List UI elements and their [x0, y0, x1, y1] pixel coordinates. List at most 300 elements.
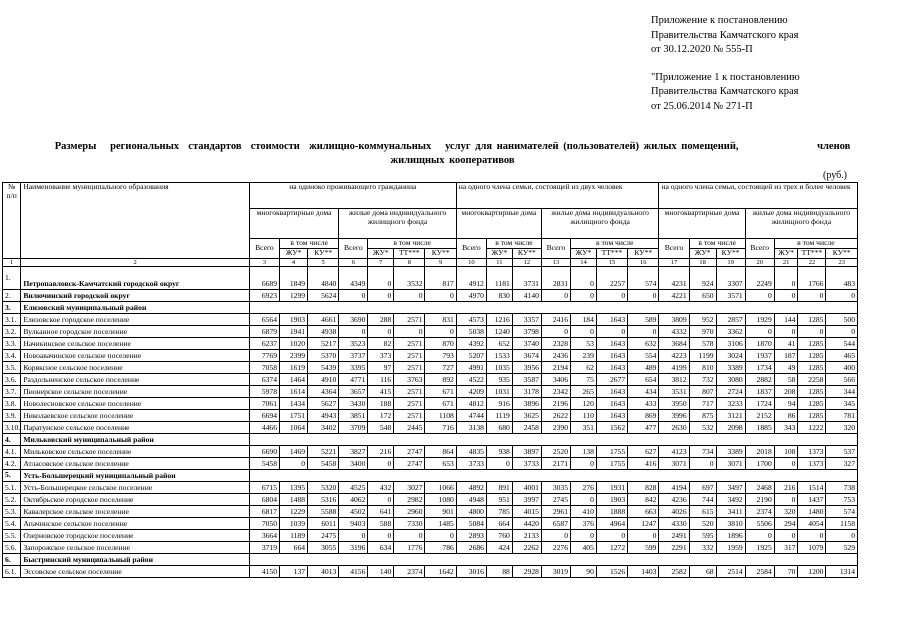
column-number: 13 [541, 259, 570, 267]
municipality-name: Вилючинский городской округ [21, 290, 250, 302]
value-cell: 2374 [394, 566, 425, 578]
value-cell: 1643 [596, 350, 627, 362]
value-cell: 0 [486, 458, 512, 470]
value-cell: 2582 [659, 566, 689, 578]
value-cell: 0 [368, 267, 394, 290]
column-number: 3 [249, 259, 279, 267]
value-cell: 2257 [596, 267, 627, 290]
value-cell: 1285 [798, 386, 826, 398]
value-cell: 3071 [716, 458, 745, 470]
value-cell: 2436 [541, 350, 570, 362]
value-cell: 2468 [745, 482, 774, 494]
municipality-name: Новолесновское сельское поселение [21, 398, 250, 410]
value-cell: 86 [774, 410, 798, 422]
value-cell: 1108 [425, 410, 456, 422]
value-cell: 663 [628, 506, 659, 518]
municipality-name: Усть-Большерецкое сельское поселение [21, 482, 250, 494]
value-cell: 3950 [659, 398, 689, 410]
header-izhs: жилые дома индивидуального жилищного фонда [745, 209, 857, 239]
value-cell: 0 [368, 326, 394, 338]
value-cell: 1080 [425, 494, 456, 506]
empty-cells [249, 554, 857, 566]
value-cell: 4840 [308, 267, 339, 290]
value-cell: 1619 [280, 362, 308, 374]
value-cell: 70 [774, 566, 798, 578]
municipality-name: Быстринский муниципальный район [21, 554, 250, 566]
value-cell: 1216 [486, 314, 512, 326]
header-ku: КУ** [716, 249, 745, 259]
value-cell: 5038 [456, 326, 486, 338]
header-incl: в том числе [486, 239, 541, 249]
value-cell: 6715 [249, 482, 279, 494]
header-total: Всего [541, 239, 570, 259]
value-cell: 1395 [280, 482, 308, 494]
value-cell: 2622 [541, 410, 570, 422]
column-number: 1 [3, 259, 21, 267]
value-cell: 343 [774, 422, 798, 434]
value-cell: 3690 [339, 314, 368, 326]
value-cell: 1724 [745, 398, 774, 410]
value-cell: 4812 [456, 398, 486, 410]
value-cell: 288 [368, 314, 394, 326]
value-cell: 1514 [798, 482, 826, 494]
value-cell: 697 [689, 482, 716, 494]
header-incl: в том числе [689, 239, 745, 249]
column-number-row [3, 259, 858, 267]
value-cell: 2571 [394, 350, 425, 362]
value-cell: 1240 [486, 326, 512, 338]
municipality-name: Запорожское сельское поселение [21, 542, 250, 554]
value-cell: 3763 [394, 374, 425, 386]
header-incl: в том числе [368, 239, 456, 249]
table-row [3, 530, 858, 542]
value-cell: 1403 [628, 566, 659, 578]
table-row [3, 314, 858, 326]
value-cell: 2390 [541, 422, 570, 434]
header-zhu: ЖУ* [774, 249, 798, 259]
table-row [3, 362, 858, 374]
value-cell: 4943 [308, 410, 339, 422]
value-cell: 3406 [541, 374, 570, 386]
value-cell: 1437 [798, 494, 826, 506]
value-cell: 2747 [394, 458, 425, 470]
table-row [3, 494, 858, 506]
unit-label: (руб.) [823, 170, 847, 181]
value-cell: 3055 [308, 542, 339, 554]
value-cell: 3810 [716, 518, 745, 530]
value-cell: 1373 [798, 446, 826, 458]
value-cell: 3737 [339, 350, 368, 362]
value-cell: 830 [486, 290, 512, 302]
value-cell: 2857 [716, 314, 745, 326]
value-cell: 1766 [798, 267, 826, 290]
municipality-name: Новоавачинское сельское поселение [21, 350, 250, 362]
value-cell: 760 [486, 530, 512, 542]
column-number: 5 [308, 259, 339, 267]
value-cell: 732 [689, 374, 716, 386]
value-cell: 595 [689, 530, 716, 542]
table-row [3, 386, 858, 398]
table-row [3, 506, 858, 518]
value-cell: 632 [628, 338, 659, 350]
value-cell: 970 [689, 326, 716, 338]
table-row [3, 482, 858, 494]
value-cell: 1181 [486, 267, 512, 290]
value-cell: 2584 [745, 566, 774, 578]
value-cell: 2520 [541, 446, 570, 458]
value-cell: 3531 [659, 386, 689, 398]
value-cell: 1533 [486, 350, 512, 362]
value-cell: 2445 [394, 422, 425, 434]
value-cell: 3307 [716, 267, 745, 290]
value-cell: 265 [571, 386, 597, 398]
value-cell: 544 [826, 338, 858, 350]
value-cell: 1885 [745, 422, 774, 434]
value-cell: 4123 [659, 446, 689, 458]
value-cell: 935 [486, 374, 512, 386]
header-tt: ТТ*** [798, 249, 826, 259]
row-number: 6. [3, 554, 21, 566]
value-cell: 1158 [826, 518, 858, 530]
value-cell: 317 [774, 542, 798, 554]
value-cell: 3625 [512, 410, 541, 422]
value-cell: 0 [339, 530, 368, 542]
value-cell: 6564 [249, 314, 279, 326]
value-cell: 416 [628, 458, 659, 470]
value-cell: 3896 [512, 398, 541, 410]
value-cell: 4062 [339, 494, 368, 506]
column-number: 20 [745, 259, 774, 267]
row-number: 4. [3, 434, 21, 446]
value-cell: 116 [368, 374, 394, 386]
value-cell: 1299 [280, 290, 308, 302]
value-cell: 599 [628, 542, 659, 554]
value-cell: 3996 [659, 410, 689, 422]
value-cell: 1464 [280, 374, 308, 386]
value-cell: 4199 [659, 362, 689, 374]
column-number: 8 [394, 259, 425, 267]
value-cell: 3071 [659, 458, 689, 470]
value-cell: 433 [628, 398, 659, 410]
value-cell: 0 [596, 326, 627, 338]
value-cell: 1285 [798, 314, 826, 326]
value-cell: 4991 [456, 362, 486, 374]
value-cell: 1903 [596, 494, 627, 506]
value-cell: 3362 [716, 326, 745, 338]
value-cell: 0 [745, 530, 774, 542]
value-cell: 1562 [596, 422, 627, 434]
value-cell: 1079 [798, 542, 826, 554]
value-cell: 0 [826, 290, 858, 302]
table-row [3, 290, 858, 302]
value-cell: 717 [689, 398, 716, 410]
value-cell: 1119 [486, 410, 512, 422]
document-header [651, 14, 800, 115]
value-cell: 373 [368, 350, 394, 362]
value-cell: 3395 [339, 362, 368, 374]
row-number: 6.1. [3, 566, 21, 578]
value-cell: 3357 [512, 314, 541, 326]
value-cell: 744 [689, 494, 716, 506]
value-cell: 654 [628, 374, 659, 386]
municipality-name: Эссовское сельское поселение [21, 566, 250, 578]
column-number: 2 [21, 259, 250, 267]
value-cell: 216 [774, 482, 798, 494]
value-cell: 4054 [798, 518, 826, 530]
value-cell: 4466 [249, 422, 279, 434]
value-cell: 62 [571, 362, 597, 374]
table-row [3, 350, 858, 362]
value-cell: 1903 [280, 314, 308, 326]
value-cell: 574 [628, 267, 659, 290]
value-cell: 2475 [308, 530, 339, 542]
header-incl: в том числе [571, 239, 659, 249]
value-cell: 208 [774, 386, 798, 398]
value-cell: 6923 [249, 290, 279, 302]
value-cell: 0 [425, 530, 456, 542]
table-row [3, 374, 858, 386]
value-cell: 2677 [596, 374, 627, 386]
value-cell: 3400 [339, 458, 368, 470]
header-izhs: жилые дома индивидуального жилищного фонда [541, 209, 659, 239]
municipality-name: Усть-Большерецкий муниципальный район [21, 470, 250, 482]
value-cell: 6237 [249, 338, 279, 350]
row-number: 1. [3, 267, 21, 290]
header-mkd: многоквартирные дома [456, 209, 541, 239]
value-cell: 786 [425, 542, 456, 554]
district-row [3, 470, 858, 482]
municipality-name: Петропавловск-Камчатский городской округ [21, 267, 250, 290]
column-number: 22 [798, 259, 826, 267]
value-cell: 405 [571, 542, 597, 554]
header-line: "Приложение 1 к постановлению [651, 71, 800, 83]
value-cell: 0 [628, 290, 659, 302]
value-cell: 2928 [512, 566, 541, 578]
value-cell: 831 [425, 314, 456, 326]
value-cell: 2152 [745, 410, 774, 422]
value-cell: 2458 [512, 422, 541, 434]
value-cell: 4013 [308, 566, 339, 578]
municipality-name: Апачинское сельское поселение [21, 518, 250, 530]
column-number: 9 [425, 259, 456, 267]
value-cell: 3897 [512, 446, 541, 458]
value-cell: 5624 [308, 290, 339, 302]
column-number: 23 [826, 259, 858, 267]
value-cell: 1031 [486, 386, 512, 398]
value-cell: 5439 [308, 362, 339, 374]
value-cell: 520 [689, 518, 716, 530]
value-cell: 0 [541, 530, 570, 542]
value-cell: 138 [571, 446, 597, 458]
value-cell: 2831 [541, 267, 570, 290]
value-cell: 4661 [308, 314, 339, 326]
value-cell: 6879 [249, 326, 279, 338]
row-number: 5.4. [3, 518, 21, 530]
value-cell: 2342 [541, 386, 570, 398]
value-cell: 0 [541, 290, 570, 302]
value-cell: 0 [368, 494, 394, 506]
value-cell: 332 [689, 542, 716, 554]
value-cell: 4236 [659, 494, 689, 506]
table-row [3, 398, 858, 410]
value-cell: 1751 [280, 410, 308, 422]
value-cell: 1643 [596, 338, 627, 350]
value-cell: 4364 [308, 386, 339, 398]
value-cell: 1643 [596, 398, 627, 410]
header-total: Всего [745, 239, 774, 259]
header-ku: КУ** [512, 249, 541, 259]
value-cell: 500 [826, 314, 858, 326]
value-cell: 916 [486, 398, 512, 410]
value-cell: 1734 [745, 362, 774, 374]
value-cell: 3411 [716, 506, 745, 518]
value-cell: 529 [826, 542, 858, 554]
value-cell: 6689 [249, 267, 279, 290]
value-cell: 680 [486, 422, 512, 434]
header-mkd: многоквартирные дома [249, 209, 338, 239]
column-number: 4 [280, 259, 308, 267]
row-number: 3.4. [3, 350, 21, 362]
value-cell: 0 [571, 326, 597, 338]
value-cell: 1373 [798, 458, 826, 470]
row-number: 5.3. [3, 506, 21, 518]
header-tt: ТТ*** [596, 249, 627, 259]
value-cell: 0 [745, 326, 774, 338]
value-cell: 216 [368, 446, 394, 458]
value-cell: 1888 [596, 506, 627, 518]
value-cell: 574 [826, 506, 858, 518]
value-cell: 1931 [596, 482, 627, 494]
value-cell: 0 [774, 530, 798, 542]
title-line-1: Размеры региональных стандартов стоимости жилищно-коммунальных услуг для нанимателей (пользователей) жилых помещений, членов [54, 141, 851, 152]
value-cell: 5370 [308, 350, 339, 362]
value-cell: 3956 [512, 362, 541, 374]
value-cell: 892 [425, 374, 456, 386]
value-cell: 4948 [456, 494, 486, 506]
value-cell: 0 [425, 326, 456, 338]
value-cell: 0 [826, 530, 858, 542]
value-cell: 434 [628, 386, 659, 398]
value-cell: 0 [571, 494, 597, 506]
municipality-name: Октябрьское городское поселение [21, 494, 250, 506]
value-cell: 2190 [745, 494, 774, 506]
value-cell: 2171 [541, 458, 570, 470]
value-cell: 1285 [798, 350, 826, 362]
value-cell: 0 [571, 267, 597, 290]
value-cell: 1526 [596, 566, 627, 578]
value-cell: 1434 [280, 398, 308, 410]
value-cell: 650 [689, 290, 716, 302]
row-number: 5.1. [3, 482, 21, 494]
value-cell: 0 [689, 458, 716, 470]
value-cell: 5207 [456, 350, 486, 362]
value-cell: 3497 [716, 482, 745, 494]
municipality-name: Коряксное сельское поселение [21, 362, 250, 374]
value-cell: 4912 [456, 267, 486, 290]
value-cell: 97 [368, 362, 394, 374]
value-cell: 5320 [308, 482, 339, 494]
value-cell: 110 [571, 410, 597, 422]
value-cell: 2328 [541, 338, 570, 350]
value-cell: 1643 [596, 314, 627, 326]
value-cell: 3389 [716, 362, 745, 374]
value-cell: 184 [571, 314, 597, 326]
value-cell: 4835 [456, 446, 486, 458]
header-mkd: многоквартирные дома [659, 209, 745, 239]
value-cell: 4910 [308, 374, 339, 386]
value-cell: 2982 [394, 494, 425, 506]
value-cell: 489 [628, 362, 659, 374]
value-cell: 3430 [339, 398, 368, 410]
value-cell: 3019 [541, 566, 570, 578]
table-row [3, 542, 858, 554]
value-cell: 924 [689, 267, 716, 290]
header-total: Всего [659, 239, 689, 259]
municipality-name: Атласовское сельское поселение [21, 458, 250, 470]
value-cell: 187 [774, 350, 798, 362]
header-group-three: на одного члена семьи, состоящей из трех и более человек [659, 183, 858, 209]
value-cell: 2276 [541, 542, 570, 554]
value-cell: 952 [689, 314, 716, 326]
value-cell: 6804 [249, 494, 279, 506]
value-cell: 58 [774, 374, 798, 386]
row-number: 5.2. [3, 494, 21, 506]
value-cell: 41 [774, 338, 798, 350]
header-total: Всего [339, 239, 368, 259]
value-cell: 2399 [280, 350, 308, 362]
column-number: 14 [571, 259, 597, 267]
value-cell: 415 [368, 386, 394, 398]
row-number: 4.2. [3, 458, 21, 470]
value-cell: 4892 [456, 482, 486, 494]
value-cell: 0 [774, 458, 798, 470]
value-cell: 0 [394, 290, 425, 302]
value-cell: 0 [541, 326, 570, 338]
value-cell: 2133 [512, 530, 541, 542]
value-cell: 0 [596, 290, 627, 302]
title-line-2: жилищных кооперативов [390, 155, 515, 166]
value-cell: 810 [689, 362, 716, 374]
value-cell: 4026 [659, 506, 689, 518]
value-cell: 4150 [249, 566, 279, 578]
value-cell: 5627 [308, 398, 339, 410]
value-cell: 0 [339, 326, 368, 338]
value-cell: 951 [486, 494, 512, 506]
value-cell: 2571 [394, 386, 425, 398]
value-cell: 7061 [249, 398, 279, 410]
value-cell: 1643 [596, 410, 627, 422]
value-cell: 0 [826, 326, 858, 338]
value-cell: 1642 [425, 566, 456, 578]
value-cell: 3121 [716, 410, 745, 422]
value-cell: 3827 [339, 446, 368, 458]
district-row [3, 302, 858, 314]
value-cell: 1643 [596, 386, 627, 398]
header-zhu: ЖУ* [486, 249, 512, 259]
column-number: 17 [659, 259, 689, 267]
value-cell: 5316 [308, 494, 339, 506]
value-cell: 0 [774, 494, 798, 506]
value-cell: 3233 [716, 398, 745, 410]
value-cell: 4392 [456, 338, 486, 350]
value-cell: 144 [774, 314, 798, 326]
value-cell: 400 [826, 362, 858, 374]
value-cell: 0 [628, 326, 659, 338]
header-ku: КУ** [308, 249, 339, 259]
value-cell: 2724 [716, 386, 745, 398]
value-cell: 3389 [716, 446, 745, 458]
value-cell: 2258 [798, 374, 826, 386]
